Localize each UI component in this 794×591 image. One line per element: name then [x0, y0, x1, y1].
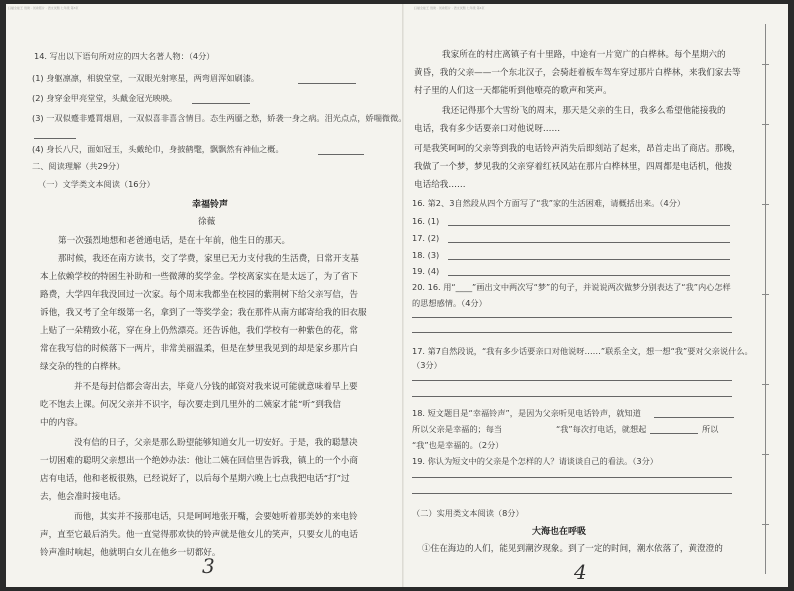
q14-blank-2: [192, 103, 250, 104]
binding-tick: [762, 454, 769, 455]
answer-line: [412, 317, 732, 318]
q16-item-3: 18. (3): [412, 250, 440, 260]
answer-line: [412, 396, 732, 397]
answer-line: [412, 493, 732, 494]
paragraph-line: 电话，我有多少话要亲口对他说呀……: [414, 124, 561, 134]
paragraph-line: 上贴了一朵精致小花，穿在身上仍然漂亮。还告诉他，我们学校有一种紫色的花，常: [40, 326, 358, 336]
paragraph-line: 村子里的人们这一天都能听到他嘹亮的歌声和笑声。: [414, 86, 612, 96]
q14-blank-3: [34, 138, 76, 139]
q14-stem: 14. 写出以下语句所对应的四大名著人物：（4分）: [34, 51, 215, 61]
q17-tail: （3分）: [412, 360, 442, 370]
q14-item-3: (3) 一双似蹙非蹙罥烟眉，一双似喜非喜含情目。态生两靥之愁，娇袭一身之病。泪光点点，娇喘微微。: [32, 113, 407, 123]
paragraph-line: 第一次强烈地想和老爸通电话，是在十年前，他生日的那天。: [58, 236, 291, 246]
paragraph-line: 店有电话，他和老板很熟，已经说好了，以后每个星期六晚上七点我把电话“打”过: [40, 474, 350, 484]
left-page: [6, 4, 407, 587]
paragraph-line: 吃不饱去上课。何况父亲并不识字，每次要走到几里外的二姨家才能“听”到我信: [40, 400, 341, 410]
q16-stem: 16. 第2、3自然段从四个方面写了“我”家的生活困难，请概括出来。（4分）: [412, 198, 686, 208]
paragraph-line: 我做了一个梦，梦见我的父亲穿着红袄风站在那片白桦林里，四周都是电话机，他拨: [414, 162, 732, 172]
binding-tick: [762, 294, 769, 295]
q18-line2a: 所以父亲是幸福的；每当: [412, 424, 503, 434]
answer-line: [412, 477, 732, 478]
answer-blank: [654, 417, 734, 418]
paragraph-line: 电话给我……: [414, 180, 466, 190]
q16-item-4: 19. (4): [412, 266, 440, 276]
paragraph-line: 黄昏，我的父亲——一个东北汉子，会骑赶着板车驾车穿过那片白桦林，来我们家去等: [414, 68, 741, 78]
page-number: 3: [202, 554, 215, 578]
paragraph-line: 一切困难的聪明父亲想出一个绝妙办法：他让二姨在回信里告诉我，镇上的一个小商: [40, 456, 358, 466]
paragraph-line: 路费，大学四年我没回过一次家。每个周末我都坐在校园的紫荆树下给父亲写信，告: [40, 290, 358, 300]
paragraph-line: 并不是每封信都会寄出去，毕竟八分钱的邮资对我来说可能就意味着早上要: [74, 382, 358, 392]
paragraph-line: 没有信的日子，父亲是那么盼望能够知道女儿一切安好。于是，我的聪慧决: [74, 438, 358, 448]
answer-line: [448, 225, 730, 226]
answer-line: [448, 275, 730, 276]
paragraph-line: ①住在海边的人们，能见到潮汐现象。到了一定的时间，潮水依落了，黄澄澄的: [422, 544, 723, 554]
q16-item-2: 17. (2): [412, 233, 440, 243]
paragraph-line: 可是我笑呵呵的父亲等到我的电话铃声消失后即刻站了起来，昂首走出了商店。那晚，: [414, 144, 741, 154]
paragraph-line: 诉他，我又考了全年级第一名，拿到了一等奖学金；我在那件从南方邮寄给我的旧衣服: [40, 308, 367, 318]
exam-sheet: [6, 4, 788, 587]
q14-item-4: (4) 身长八尺，面如冠玉，头戴纶巾，身披鹤氅，飘飘然有神仙之概。: [32, 144, 284, 154]
q14-item-1: (1) 身躯凛凛，相貌堂堂，一双眼光射寒星，两弯眉浑如刷漆。: [32, 73, 260, 83]
page-number: 4: [574, 560, 587, 584]
binding-line: [765, 24, 766, 574]
right-page: [404, 4, 788, 587]
paragraph-line: 本上依赖学校的特困生补助和一些微薄的奖学金。学校离家实在是太远了，为了省下: [40, 272, 358, 282]
q18-line3: “我”也是幸福的。（2分）: [412, 440, 504, 450]
section-practical-heading: （二）实用类文本阅读（8分）: [412, 508, 524, 518]
binding-tick: [762, 384, 769, 385]
paragraph-line: 铃声准时响起，他就明白女儿在他乡一切都好。: [40, 548, 221, 558]
binding-tick: [762, 124, 769, 125]
q14-blank-4: [318, 154, 364, 155]
q17-text: 17. 第7自然段说，“我有多少话要亲口对他说呀……”联系全文，想一想“我”要对父亲说什么。: [412, 346, 753, 356]
article-title: 幸福铃声: [192, 200, 229, 210]
paragraph-line: 我家所在的村庄离镇子有十里路，中途有一片宽广的白桦林。每个星期六的: [442, 50, 726, 60]
scan-watermark: 扫描全能王 创建 · 试卷照片 · 语文试题 七年级 第3页: [8, 6, 79, 10]
paragraph-line: 绿交杂的牲的白桦林。: [40, 362, 126, 372]
article-author: 徐薇: [198, 217, 216, 227]
q20-text: 20. 16. 用“____”画出文中两次写“梦”的句子，并说说两次做梦分别表达了“我”内心怎样: [412, 282, 731, 292]
answer-line: [448, 242, 730, 243]
paragraph-line: 那时候，我还在南方读书，交了学费，家里已无力支付我的生活费，日常开支基: [58, 254, 359, 264]
q19-text: 19. 你认为短文中的父亲是个怎样的人？请谈谈自己的看法。（3分）: [412, 456, 658, 466]
q14-item-2: (2) 身穿金甲亮堂堂，头戴金冠光映映。: [32, 93, 178, 103]
section-literary-heading: （一）文学类文本阅读（16分）: [38, 179, 155, 189]
article2-title: 大海也在呼吸: [532, 527, 587, 537]
binding-tick: [762, 64, 769, 65]
paragraph-line: 去，他会准时接电话。: [40, 492, 126, 502]
q18-line2b: “我”每次打电话，就想起: [556, 424, 647, 434]
paragraph-line: 我还记得那个大雪纷飞的周末，那天是父亲的生日，我多么希望他能接我的: [442, 106, 726, 116]
q16-item-1: 16. (1): [412, 216, 440, 226]
section-two-heading: 二、阅读理解（共29分）: [32, 161, 125, 171]
q20-tail: 的思想感情。（4分）: [412, 298, 487, 308]
answer-line: [412, 332, 732, 333]
scan-watermark: 扫描全能王 创建 · 试卷照片 · 语文试题 七年级 第4页: [414, 6, 485, 10]
paragraph-line: 常在我写信的时候落下一两片，非常美丽温柔，但是在梦里我见到的却是家乡那片白: [40, 344, 358, 354]
paragraph-line: 声，直至它最后消失。他一直觉得那欢快的铃声就是他女儿的笑声，只要女儿的电话: [40, 530, 358, 540]
answer-line: [412, 380, 732, 381]
binding-tick: [762, 204, 769, 205]
q14-blank-1: [298, 83, 356, 84]
q18-line2c: 所以: [702, 424, 719, 434]
answer-blank: [650, 433, 698, 434]
paragraph-line: 中的内容。: [40, 418, 83, 428]
answer-line: [448, 259, 730, 260]
paragraph-line: 而他，其实并不接那电话，只是呵呵地张开嘴，会要她听着那美妙的来电铃: [74, 512, 358, 522]
q18-text: 18. 短文题目是“幸福铃声”，是因为父亲听见电话铃声，就知道: [412, 408, 641, 418]
binding-tick: [762, 524, 769, 525]
